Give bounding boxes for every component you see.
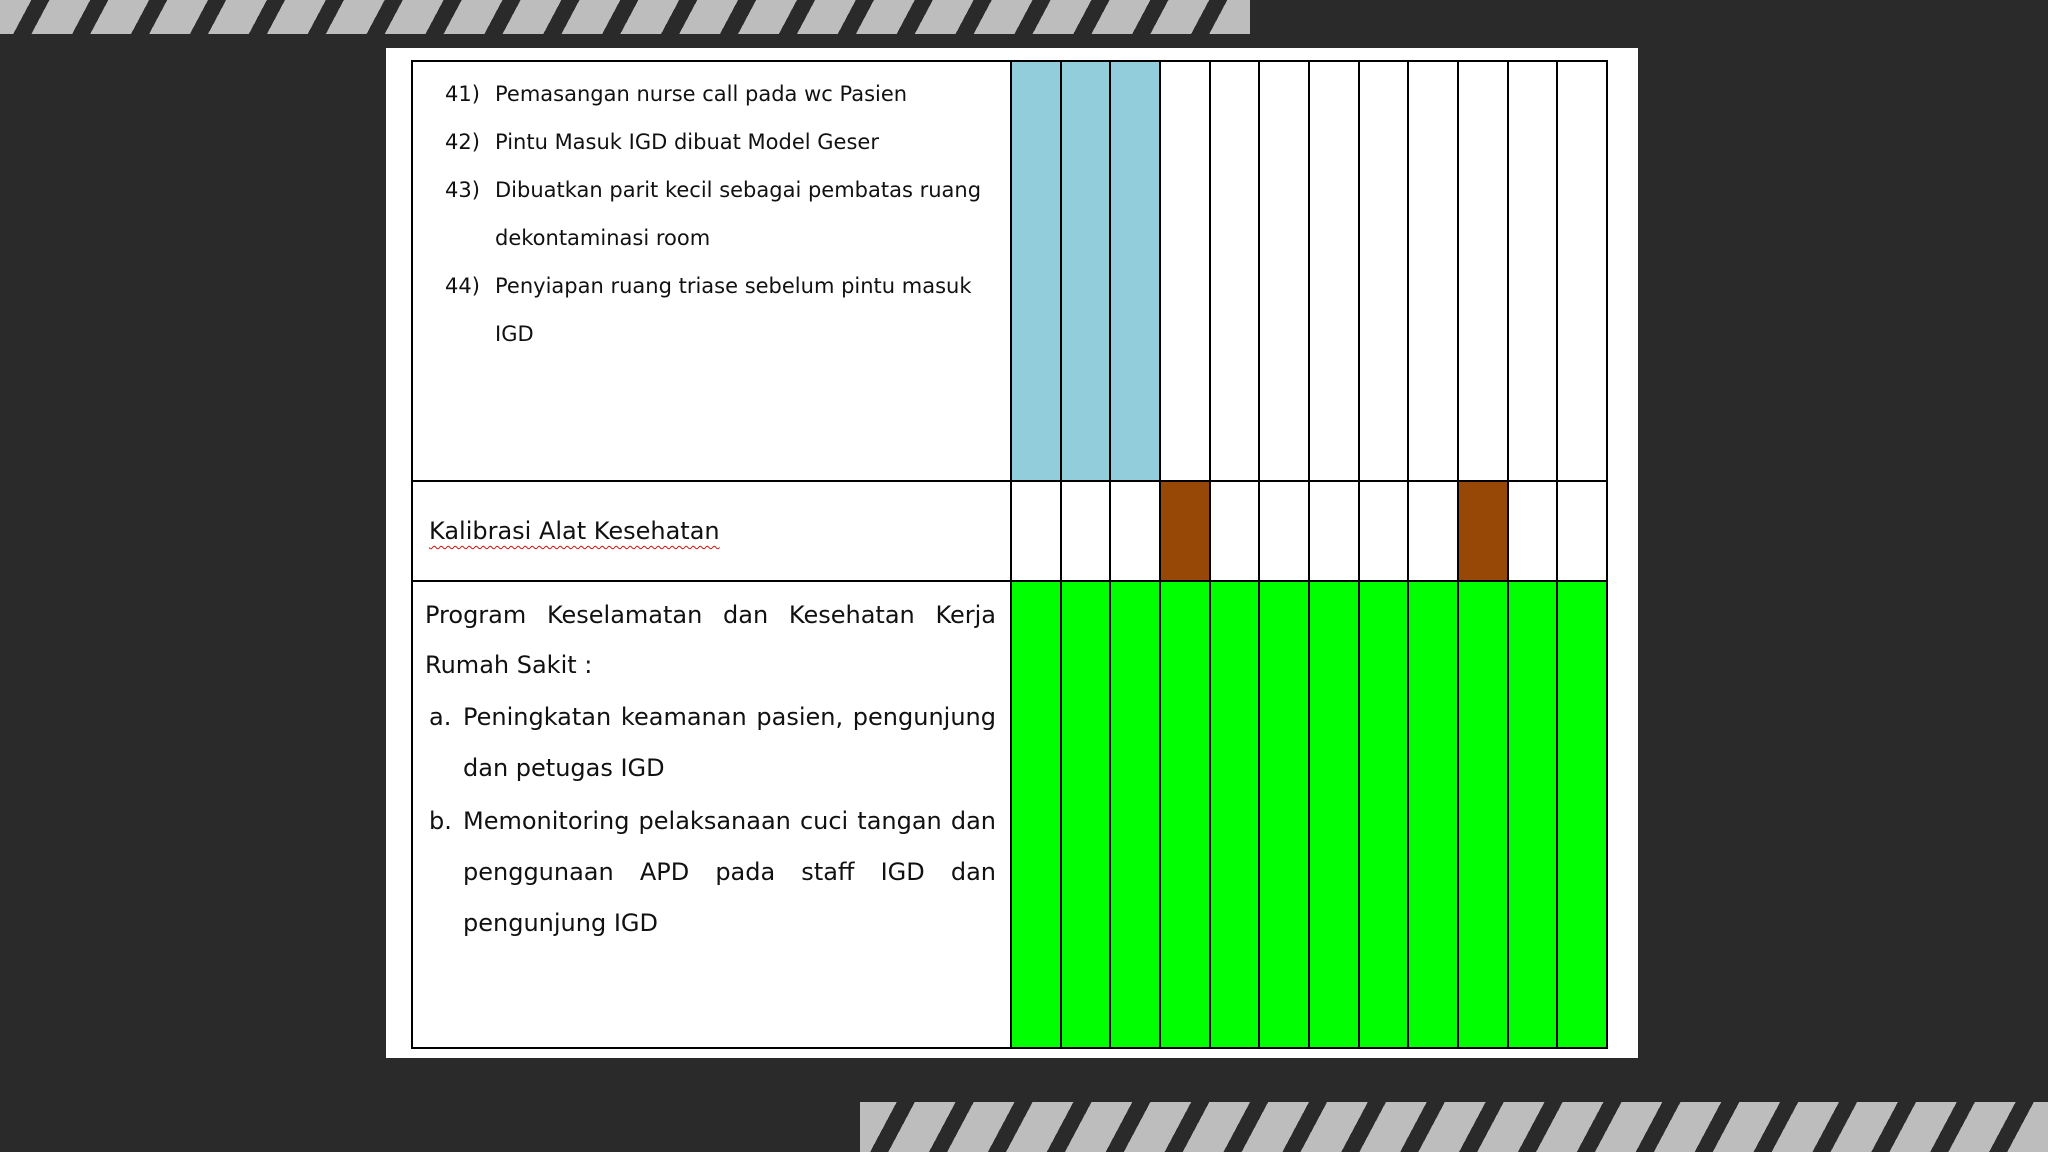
- schedule-cell: [1160, 581, 1210, 1048]
- list-item: [425, 692, 996, 794]
- decorative-stripes-bottom: [860, 1102, 2048, 1152]
- list-item: [445, 118, 1010, 166]
- schedule-cell: [1309, 61, 1359, 481]
- schedule-cell: [1309, 481, 1359, 581]
- k3-program-block: [413, 582, 1010, 949]
- list-item-text: Pemasangan nurse call pada wc Pasien: [495, 82, 908, 106]
- list-item-number: 44): [445, 274, 480, 298]
- schedule-cell: [1359, 481, 1409, 581]
- schedule-cell: [1259, 61, 1309, 481]
- schedule-cell: [1359, 581, 1409, 1048]
- schedule-cell: [1061, 481, 1111, 581]
- schedule-cell: [1557, 481, 1607, 581]
- schedule-cell: [1458, 61, 1508, 481]
- list-item: [425, 796, 996, 949]
- schedule-cell: [1458, 481, 1508, 581]
- list-item-number: 43): [445, 178, 480, 202]
- schedule-cell: [1557, 581, 1607, 1048]
- schedule-cell: [1160, 481, 1210, 581]
- table-row: [412, 61, 1607, 481]
- schedule-cell: [1408, 581, 1458, 1048]
- schedule-cell: [1210, 481, 1260, 581]
- row-description-calibration: [412, 481, 1011, 581]
- decorative-stripes-top: [0, 0, 1250, 34]
- schedule-cell: [1408, 481, 1458, 581]
- schedule-cell: [1110, 61, 1160, 481]
- schedule-cell: [1011, 61, 1061, 481]
- schedule-cell: [1309, 581, 1359, 1048]
- schedule-cell: [1110, 581, 1160, 1048]
- schedule-cell: [1458, 581, 1508, 1048]
- schedule-cell: [1160, 61, 1210, 481]
- schedule-cell: [1408, 61, 1458, 481]
- list-item-text: Penyiapan ruang triase sebelum pintu masuk IGD: [495, 274, 972, 346]
- list-item-marker: b.: [429, 807, 452, 835]
- schedule-cell: [1259, 481, 1309, 581]
- schedule-cell: [1011, 481, 1061, 581]
- list-item-text: Pintu Masuk IGD dibuat Model Geser: [495, 130, 879, 154]
- list-item-number: 41): [445, 82, 480, 106]
- list-item-text: Memonitoring pelaksanaan cuci tangan dan penggunaan APD pada staff IGD dan pengunjung IGD: [463, 807, 996, 937]
- list-item: [445, 262, 1010, 358]
- schedule-cell: [1508, 581, 1558, 1048]
- schedule-cell: [1110, 481, 1160, 581]
- table-row: [412, 581, 1607, 1048]
- schedule-cell: [1508, 61, 1558, 481]
- schedule-cell: [1259, 581, 1309, 1048]
- schedule-cell: [1061, 581, 1111, 1048]
- schedule-cell: [1011, 581, 1061, 1048]
- list-item-text: Peningkatan keamanan pasien, pengunjung dan petugas IGD: [463, 703, 996, 782]
- table-row: [412, 481, 1607, 581]
- renovation-list: [413, 62, 1010, 358]
- list-item: [445, 70, 1010, 118]
- schedule-cell: [1557, 61, 1607, 481]
- k3-program-list: [425, 692, 996, 949]
- document-page: [386, 48, 1638, 1058]
- row-description-renovation: [412, 61, 1011, 481]
- list-item-text: Dibuatkan parit kecil sebagai pembatas ruang dekontaminasi room: [495, 178, 982, 250]
- list-item: [445, 166, 1010, 262]
- calibration-label: Kalibrasi Alat Kesehatan: [429, 517, 720, 545]
- schedule-cell: [1210, 581, 1260, 1048]
- schedule-cell: [1061, 61, 1111, 481]
- list-item-marker: a.: [429, 703, 452, 731]
- schedule-cell: [1359, 61, 1409, 481]
- list-item-number: 42): [445, 130, 480, 154]
- schedule-cell: [1210, 61, 1260, 481]
- schedule-table: [411, 60, 1608, 1049]
- k3-program-intro: Program Keselamatan dan Kesehatan Kerja Rumah Sakit :: [425, 601, 996, 679]
- schedule-cell: [1508, 481, 1558, 581]
- row-description-k3-program: [412, 581, 1011, 1048]
